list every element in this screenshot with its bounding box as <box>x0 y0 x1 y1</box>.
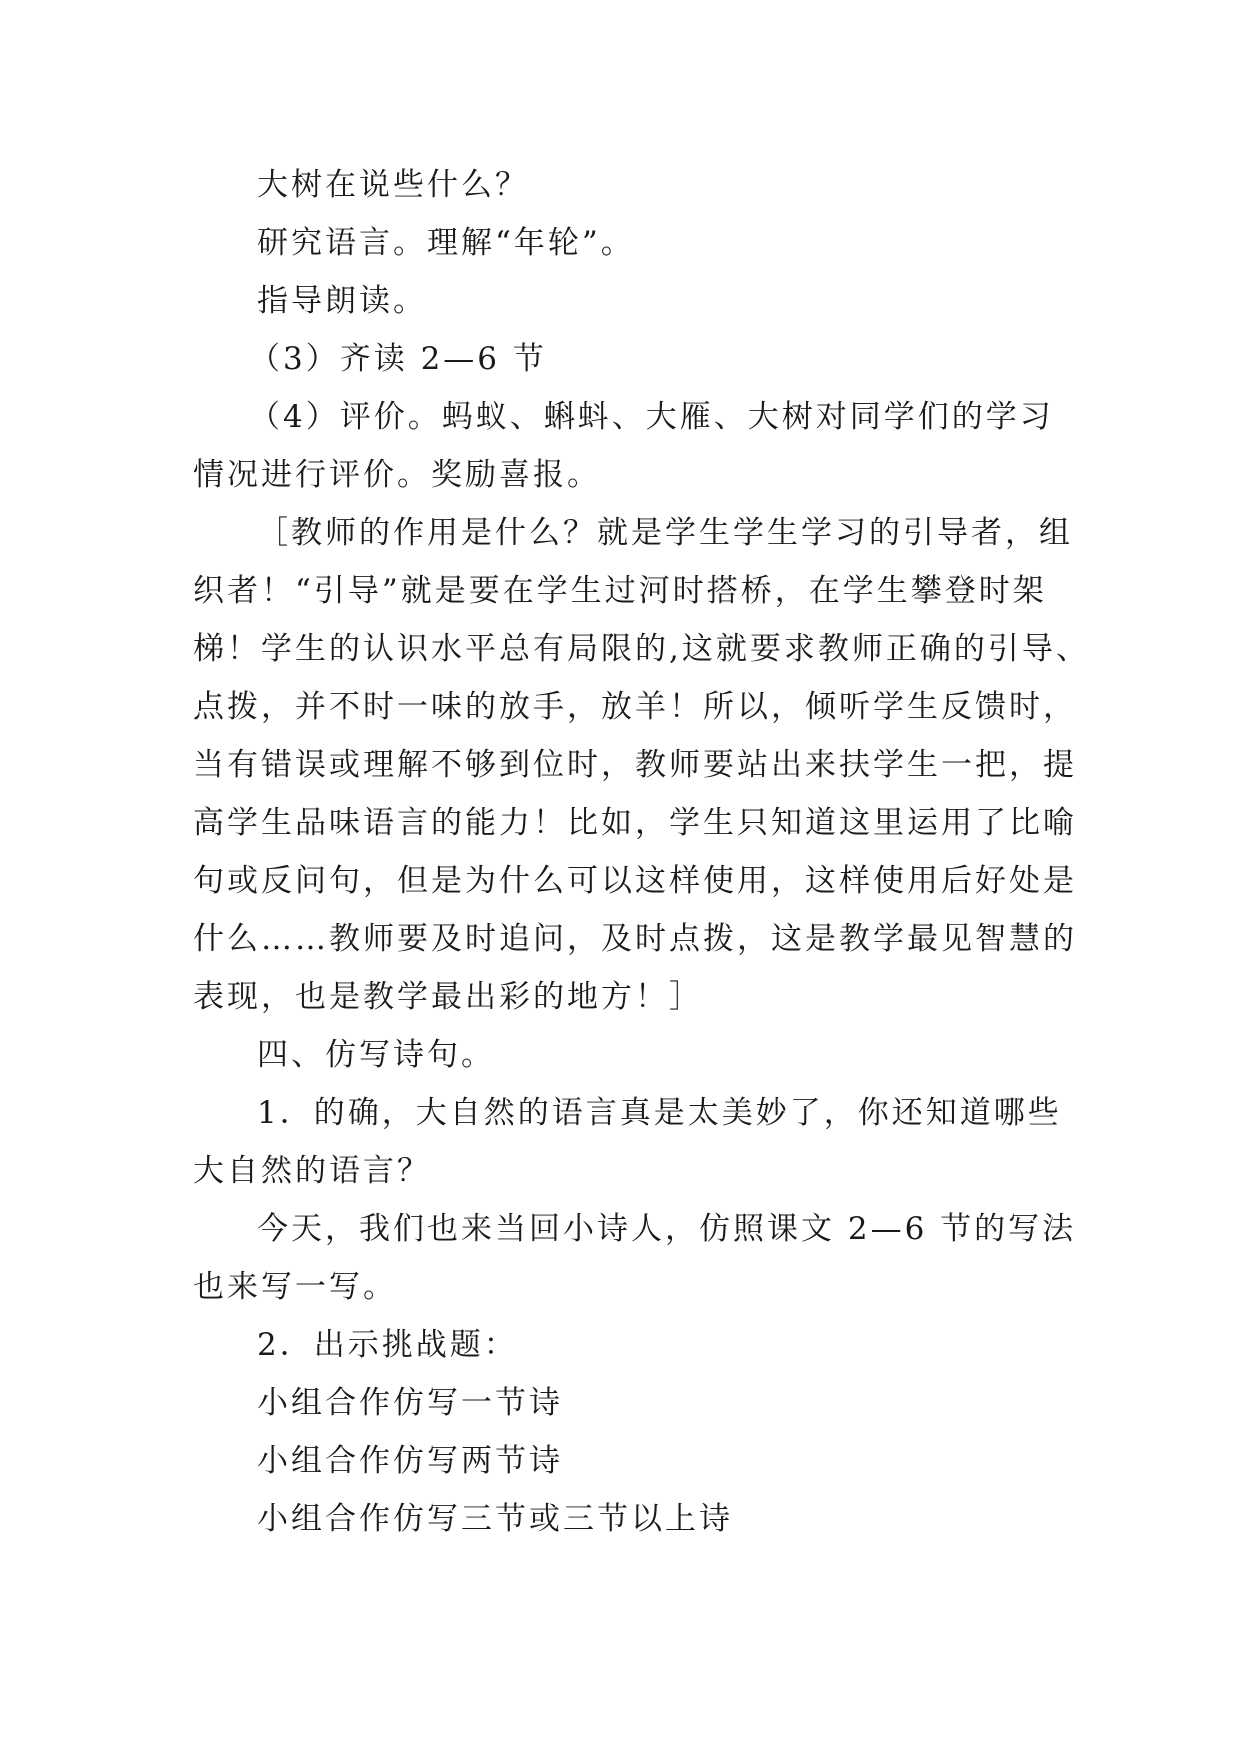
text-line: 2．出示挑战题： <box>257 1327 518 1363</box>
text-line: 今天，我们也来当回小诗人，仿照课文 2—6 节的写法 <box>257 1211 1077 1247</box>
text-line: 高学生品味语言的能力！比如，学生只知道这里运用了比喻 <box>193 805 1077 841</box>
text-line: 织者！“引导”就是要在学生过河时搭桥，在学生攀登时架 <box>193 573 1047 609</box>
text-line: （4）评价。蚂蚁、蝌蚪、大雁、大树对同学们的学习 <box>249 399 1054 435</box>
text-line: 情况进行评价。奖励喜报。 <box>193 457 601 493</box>
list-item: 小组合作仿写一节诗 <box>257 1385 563 1421</box>
text-line: 大自然的语言？ <box>193 1153 431 1189</box>
text-line: 研究语言。理解“年轮”。 <box>257 225 635 261</box>
text-line: 什么……教师要及时追问，及时点拨，这是教学最见智慧的 <box>193 921 1077 957</box>
list-item: 小组合作仿写两节诗 <box>257 1443 563 1479</box>
document-body <box>193 156 1090 1548</box>
text-line: 也来写一写。 <box>193 1269 397 1305</box>
text-line: 点拨，并不时一味的放手，放羊！所以，倾听学生反馈时， <box>193 689 1077 725</box>
text-line: 1．的确，大自然的语言真是太美妙了，你还知道哪些 <box>257 1095 1062 1131</box>
list-item: 小组合作仿写三节或三节以上诗 <box>257 1501 733 1537</box>
text-line: 表现，也是教学最出彩的地方！］ <box>193 979 703 1015</box>
text-line: 当有错误或理解不够到位时，教师要站出来扶学生一把，提 <box>193 747 1077 783</box>
text-line: 指导朗读。 <box>257 283 427 319</box>
text-line: 大树在说些什么？ <box>257 167 529 203</box>
text-line: （3）齐读 2—6 节 <box>249 341 547 377</box>
text-line: 梯！学生的认识水平总有局限的,这就要求教师正确的引导、 <box>193 631 1090 667</box>
section-heading: 四、仿写诗句。 <box>257 1037 495 1073</box>
text-line: ［教师的作用是什么？就是学生学生学习的引导者，组 <box>257 515 1073 551</box>
text-line: 句或反问句，但是为什么可以这样使用，这样使用后好处是 <box>193 863 1077 899</box>
